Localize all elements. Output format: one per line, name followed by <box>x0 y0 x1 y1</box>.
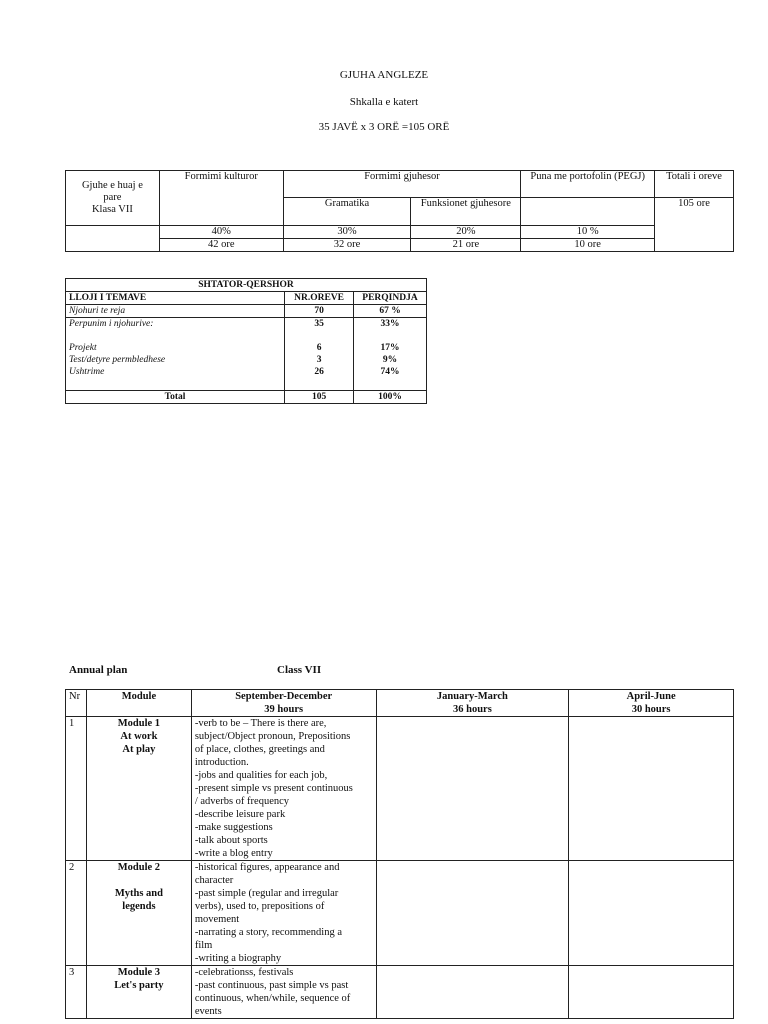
hours-grammar: 32 ore <box>283 239 411 252</box>
table2-title: SHTATOR-QERSHOR <box>66 279 427 292</box>
pct-grammar: 30% <box>283 226 411 239</box>
term2-content <box>376 717 569 861</box>
distribution-table <box>65 170 734 252</box>
term1-content: -historical figures, appearance and character -past simple (regular and irregular verbs), used to, prepositions of movement -narrating a story, recommending a film -writing a biography <box>191 861 376 966</box>
topic-types-table: SHTATOR-QERSHOR LLOJI I TEMAVE NR.OREVE PERQINDJA Njohuri te reja 70 67 % Perpunim i njohurive: 35 33% Projekt 6 17% Test/detyre permbledhese 3 9% Ushtrime 26 74% Total 105 100% <box>65 278 427 404</box>
document-subtitle: Shkalla e katert <box>349 96 419 108</box>
col-term1: September-December 39 hours <box>191 690 376 717</box>
table-row: 2 Module 2 Myths and legends -historical figures, appearance and character -past simple (regular and irregular verbs), used to, prepositions of movement -narrating a story, recommending a film -writing a biography <box>66 861 734 966</box>
functions-header: Funksionet gjuhesore <box>411 198 521 226</box>
portfolio-empty <box>521 198 655 226</box>
total-row-label: Total <box>66 391 285 404</box>
annual-plan-table <box>65 689 734 1019</box>
total-row-pct: 100% <box>354 391 427 404</box>
pct-functions: 20% <box>411 226 521 239</box>
hours-portfolio: 10 ore <box>521 239 655 252</box>
hours-functions: 21 ore <box>411 239 521 252</box>
pct-cultural: 40% <box>159 226 283 239</box>
term2-content <box>376 966 569 1019</box>
class-label: Class VII <box>277 664 322 676</box>
col-nr: Nr <box>66 690 87 717</box>
total-row-hours: 105 <box>285 391 354 404</box>
cultural-header: Formimi kulturor <box>159 171 283 226</box>
col-topic-type: LLOJI I TEMAVE <box>66 292 285 305</box>
grammar-header: Gramatika <box>283 198 411 226</box>
col-term3: April-June 30 hours <box>569 690 734 717</box>
term3-content <box>569 966 734 1019</box>
total-header: Totali i oreve <box>655 171 734 198</box>
subject-empty <box>66 226 160 252</box>
annual-plan-label: Annual plan <box>69 664 128 676</box>
pct-portfolio: 10 % <box>521 226 655 239</box>
table-row: Perpunim i njohurive: <box>66 318 285 331</box>
term3-content <box>569 717 734 861</box>
col-module: Module <box>86 690 191 717</box>
table-row: Njohuri te reja <box>66 305 285 318</box>
col-hours: NR.OREVE <box>285 292 354 305</box>
document-title: GJUHA ANGLEZE <box>339 69 429 81</box>
hours-cultural: 42 ore <box>159 239 283 252</box>
col-term2: January-March 36 hours <box>376 690 569 717</box>
hours-summary: 35 JAVË x 3 ORË =105 ORË <box>318 121 450 133</box>
total-value: 105 ore <box>655 198 734 252</box>
module-cell: Module 2 Myths and legends <box>86 861 191 966</box>
table-row: Projekt <box>66 342 285 354</box>
language-header: Formimi gjuhesor <box>283 171 521 198</box>
term2-content <box>376 861 569 966</box>
module-cell: Module 1 At work At play <box>86 717 191 861</box>
module-cell: Module 3 Let's party <box>86 966 191 1019</box>
term3-content <box>569 861 734 966</box>
portfolio-header: Puna me portofolin (PEGJ) <box>521 171 655 198</box>
table-row: Test/detyre permbledhese <box>66 354 285 366</box>
subject-cell: Gjuhe e huaj e pare Klasa VII <box>66 171 160 226</box>
table-row: Ushtrime <box>66 366 285 378</box>
table-row <box>66 330 285 342</box>
table-row: 1 Module 1 At work At play -verb to be – There is there are, subject/Object pronoun, Prepositions of place, clothes, greetings and introduction. -jobs and qualities for each job, -present simple vs present continuous / adverbs of frequency -describe leisure park -make suggestions -talk about sports -write a blog entry <box>66 717 734 861</box>
term1-content: -celebrationss, festivals -past continuous, past simple vs past continuous, when/while, sequence of events <box>191 966 376 1019</box>
table-row: 3 Module 3 Let's party -celebrationss, festivals -past continuous, past simple vs past continuous, when/while, sequence of events <box>66 966 734 1019</box>
table-row <box>66 378 285 391</box>
col-percentage: PERQINDJA <box>354 292 427 305</box>
term1-content: -verb to be – There is there are, subject/Object pronoun, Prepositions of place, clothes, greetings and introduction. -jobs and qualities for each job, -present simple vs present continuous / adverbs of frequency -describe leisure park -make suggestions -talk about sports -write a blog entry <box>191 717 376 861</box>
